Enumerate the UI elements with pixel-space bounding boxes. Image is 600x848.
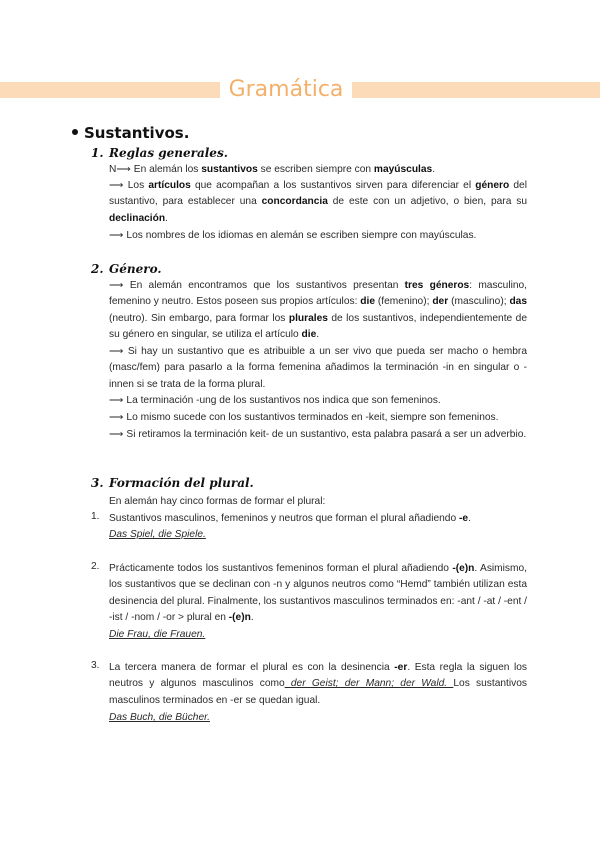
example: Die Frau, die Frauen.: [109, 629, 206, 640]
subheading-label: Reglas generales.: [109, 146, 228, 160]
section-heading: [72, 124, 189, 142]
subheading-2: [91, 262, 162, 276]
title-banner: [0, 78, 600, 102]
subheading-num: 1.: [91, 146, 104, 160]
paragraph: ⟶ La terminación -ung de los sustantivos nos indica que son femeninos.: [109, 395, 441, 406]
section-label: Sustantivos.: [84, 124, 190, 142]
subheading-label: Formación del plural.: [109, 476, 254, 490]
bullet-icon: [72, 129, 78, 135]
page-title: Gramática: [228, 77, 344, 102]
list-item: Prácticamente todos los sustantivos femeninos forman el plural añadiendo -(e)n. Asimismo, los sustantivos que se declinan con -n y algunos neutros como “Hemd” también utilizan esta desinencia del plural. Finalmente, los sustantivos masculinos terminados en: -ant / -at / -ent / -ist / -nom / -or > plural en -(e)n.: [109, 563, 528, 624]
paragraph: En alemán hay cinco formas de formar el plural:: [109, 496, 326, 507]
list-item: La tercera manera de formar el plural es con la desinencia -er. Esta regla la siguen los neutros y algunos masculinos como der Geist; der Mann; der Wald. Los sustantivos masculinos terminados en -er se quedan igual.: [109, 662, 527, 706]
list-number: 3.: [91, 660, 100, 671]
paragraph: N⟶ En alemán los sustantivos se escriben siempre con mayúsculas.: [109, 164, 436, 175]
title-bar-right: [352, 82, 600, 98]
paragraph: ⟶ Si retiramos la terminación keit- de un sustantivo, esta palabra pasará a ser un adverbio.: [109, 429, 527, 440]
subheading-3: [91, 476, 254, 490]
paragraph: ⟶ Los nombres de los idiomas en alemán se escriben siempre con mayúsculas.: [109, 230, 477, 241]
list-item: Sustantivos masculinos, femeninos y neutros que forman el plural añadiendo -e.: [109, 513, 471, 524]
paragraph: ⟶ En alemán encontramos que los sustantivos presentan tres géneros: masculino, femenino y neutro. Estos poseen sus propios artículos: die (femenino); der (masculino); das (neutro). Sin embargo, para formar los plurales de los sustantivos, independientemente de su género en singular, se utiliza el artículo die.: [109, 280, 528, 341]
list-number: 1.: [91, 511, 100, 522]
subheading-1: [91, 146, 228, 160]
title-bar-left: [0, 82, 220, 98]
list-number: 2.: [91, 561, 100, 572]
paragraph: ⟶ Los artículos que acompañan a los sustantivos sirven para diferenciar el género del sustantivo, para establecer una concordancia de este con un adjetivo, o bien, para su declinación.: [109, 180, 527, 224]
subheading-num: 3.: [91, 476, 104, 490]
example: Das Spiel, die Spiele.: [109, 529, 206, 540]
example: Das Buch, die Bücher.: [109, 712, 210, 723]
paragraph: ⟶ Si hay un sustantivo que es atribuible a un ser vivo que pueda ser macho o hembra (masc/fem) para pasarlo a la forma femenina añadimos la terminación -in en singular o -innen si se trata de la forma plural.: [109, 346, 527, 390]
paragraph: ⟶ Lo mismo sucede con los sustantivos terminados en -keit, siempre son femeninos.: [109, 412, 499, 423]
subheading-num: 2.: [91, 262, 104, 276]
subheading-label: Género.: [109, 262, 162, 276]
